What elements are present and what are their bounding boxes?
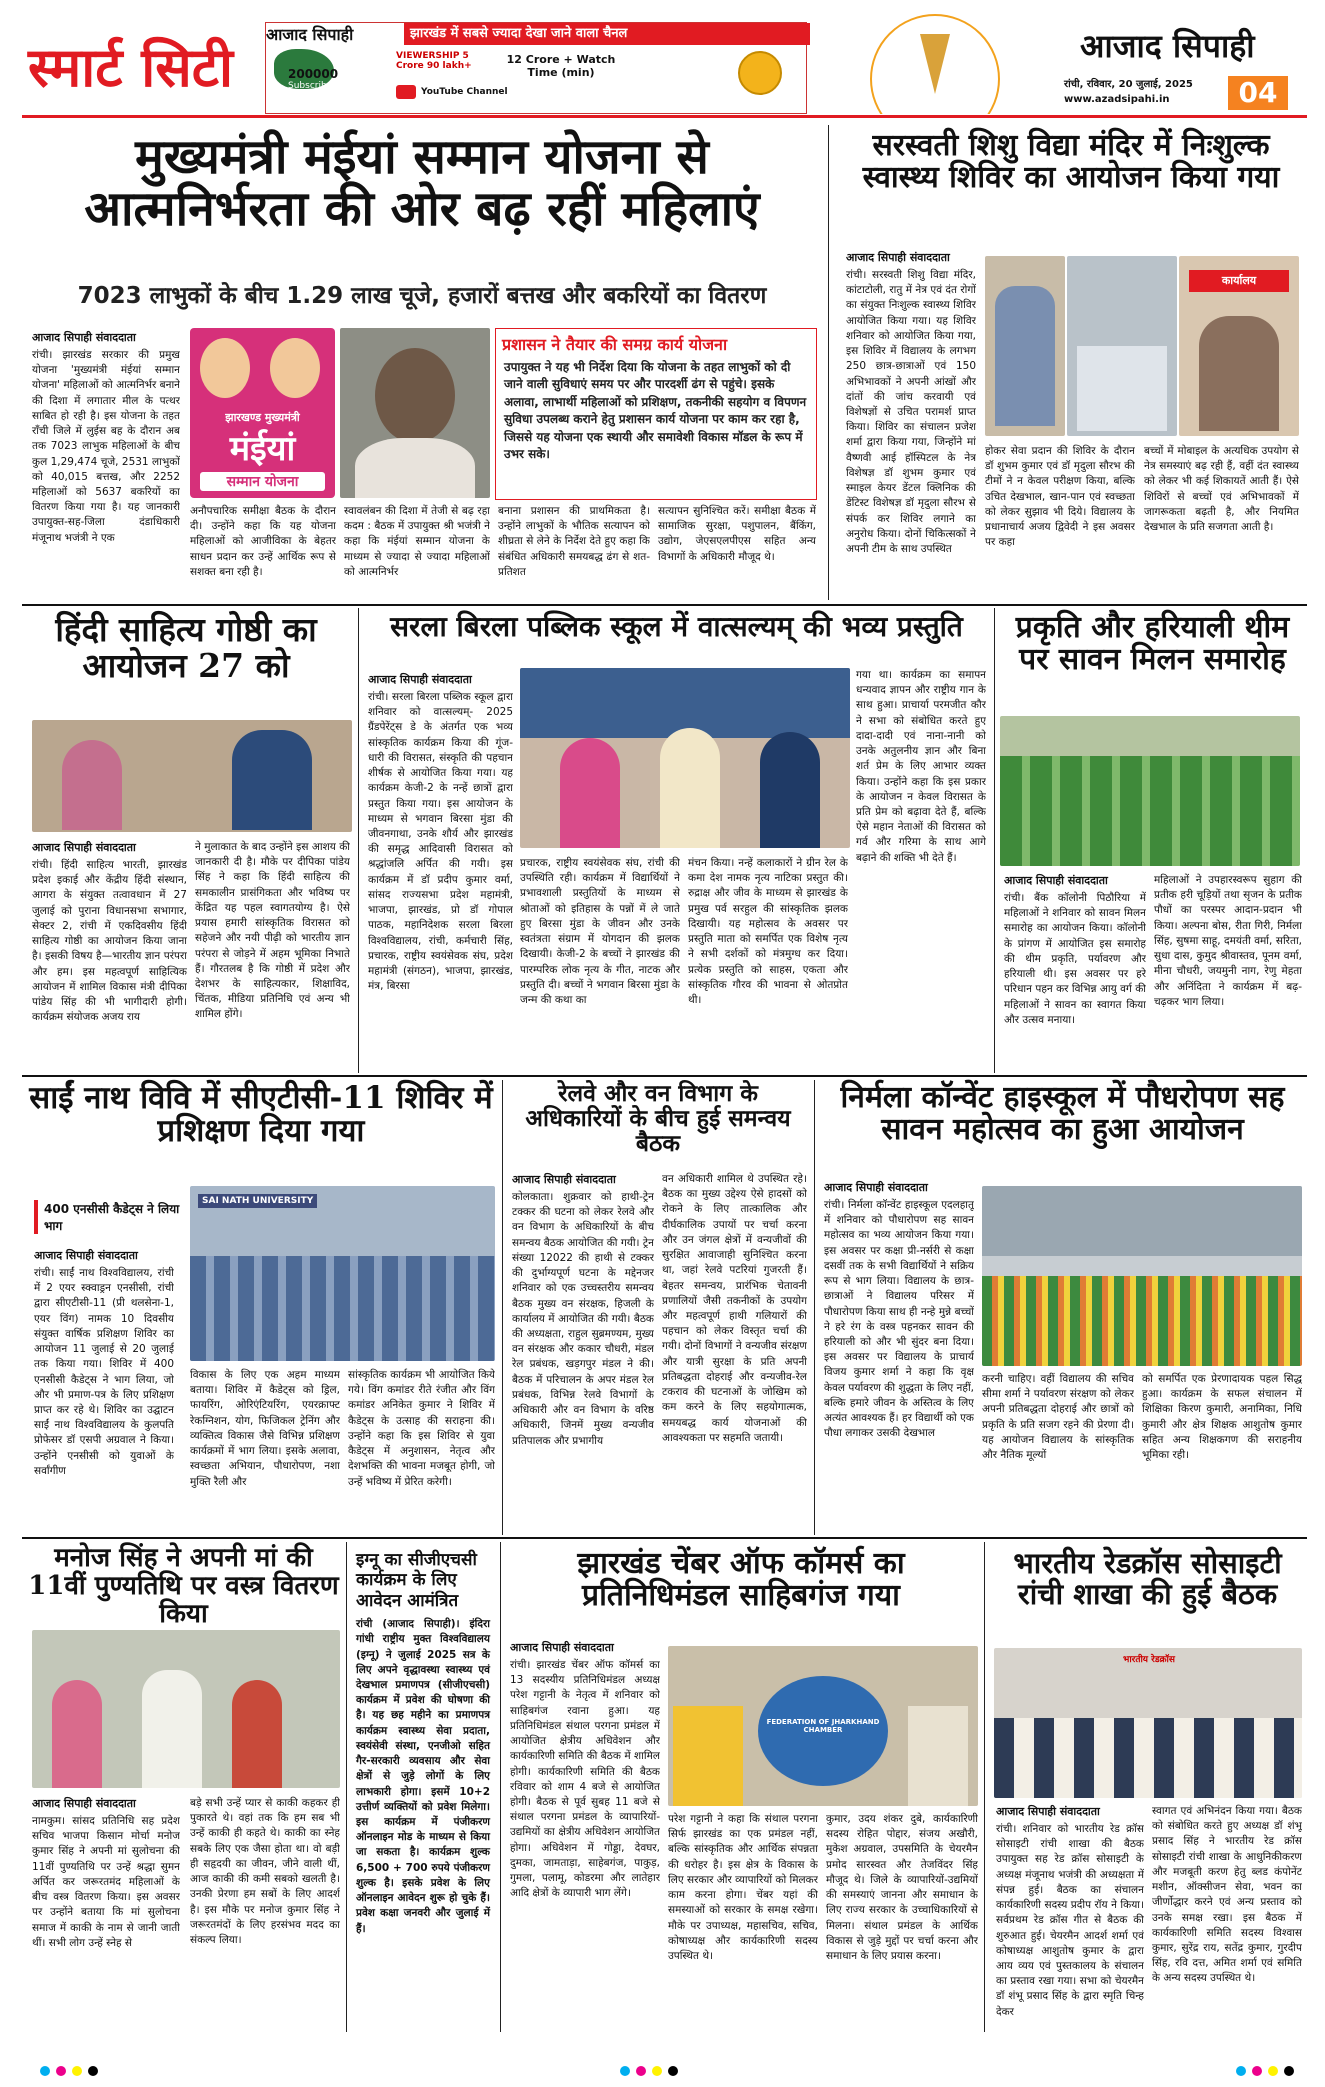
chamber-col2: परेश गट्टानी ने कहा कि संथाल परगना सिर्फ झारखंड का एक प्रमंडल नहीं, बल्कि सांस्कृतिक और आर्थिक संपन्नता की धरोहर है। इस क्षेत्र के विकास के लिए सरकार और व्यापारियों को मिलकर काम करना होगा। चेंबर यहां की समस्याओं को सरकार के समक्ष रखेगा। मौके पर उपाध्यक्ष, महासचिव, सचिव, कोषाध्यक्ष और कार्यकारिणी सदस्य उपस्थित थे। (668, 1813, 818, 1962)
lead-headline (22, 129, 822, 237)
black-registration-dot (668, 2066, 678, 2076)
ad-tagline: झारखंड में सबसे ज्यादा देखा जाने वाला चैनल (404, 23, 810, 45)
hindi-goshthi-byline: आजाद सिपाही संवाददाता (32, 841, 136, 854)
manoj-col2: बड़े सभी उन्हें प्यार से काकी कहकर ही पुकारते थे। वहां तक कि हम सब भी उन्हें काकी ही कहते थे। काकी का स्नेह सबके लिए एक जैसा होता था। वो बड़ी ही सहृदयी का जीवन, जीने वाली थीं, आज काकी की कमी सबको खलती है। उनकी प्रेरणा हम सबों के लिए आदर्श है। इस मौके पर मनोज कुमार सिंह ने जरूरतमंदों के लिए हरसंभव मदद का संकल्प लिया। (190, 1797, 340, 1946)
hindi-goshthi-headline: हिंदी साहित्य गोष्ठी का आयोजन 27 को (55, 610, 317, 685)
lead-body-col2: अनौपचारिक समीक्षा बैठक के दौरान दी। उन्होंने कहा कि यह योजना महिलाओं को आजीविका के बेहतर साधन प्रदान कर उन्हें आर्थिक रूप से सशक्त बना रही है। (190, 505, 336, 578)
lead-body-col1: रांची। झारखंड सरकार की प्रमुख योजना 'मुख्यमंत्री मंईयां सम्मान योजना' महिलाओं को आत्मनिर्भर बनाने की दिशा में लगातार मील के पत्थर साबित हो रही है। इस योजना के तहत राँची जिले में लुईस बह के दौरान अब तक 7023 लाभुक महिलाओं के बीच कुल 1,29,474 चूजे, 2531 लाभुकों को 40,015 बत्तख, और 2252 महिलाओं को 5637 बकरियों का वितरण किया गया है। यह जानकारी उपायुक्त-सह-जिला दंडाधिकारी मंजूनाथ भजंत्री ने एक (32, 349, 180, 544)
nirmala-photo (982, 1186, 1302, 1366)
youtube-icon (396, 85, 416, 99)
redcross-byline: आजाद सिपाही संवाददाता (996, 1805, 1100, 1818)
channel-ad-banner[interactable] (265, 22, 807, 114)
section-title: स्मार्ट सिटी (28, 35, 233, 99)
redcross-col1: रांची। शनिवार को भारतीय रेड क्रॉस सोसाइटी रांची शाखा की बैठक उपायुक्त सह रेड क्रॉस सोसाइटी के अध्यक्ष मंजूनाथ भजंत्री की अध्यक्षता में संपन्न हुई। बैठक का संचालन कार्यकारिणी सदस्य प्रदीप रॉय ने किया। सर्वप्रथम रेड क्रॉस गीत से बैठक की शुरुआत हुई। चेयरमैन आदर्श शर्मा एवं कोषाध्यक्ष आशुतोष कुमार के द्वारा आय व्यय एवं पुस्तकालय के संचालन का प्रस्ताव रखा गया। सभा को चेयरमैन डॉ शंभू प्रसाद सिंह के द्वारा स्मृति चिन्ह देकर (996, 1823, 1144, 2018)
chamber-col3: कुमार, उदय शंकर दुबे, कार्यकारिणी सदस्य रोहित पोद्दार, संजय अखौरी, मुकेश अग्रवाल, उपसमिति के चेयरमैन प्रमोद सारस्वत और तेजविंदर सिंह मौजूद थे। जिले के व्यापारियों-उद्यमियों की समस्याएं जानना और समाधान के लिए राज्य सरकार के उच्चाधिकारियों से मिलना। संथाल प्रमंडल के आर्थिक विकास से जुड़े मुद्दों पर चर्चा करना और समाधान के लिए प्रयास करना। (826, 1813, 978, 1962)
cm-portrait-photo (340, 328, 490, 498)
railway-byline: आजाद सिपाही संवाददाता (512, 1173, 616, 1186)
cyan-registration-dot (1236, 2066, 1246, 2076)
saraswati-col3: बच्चों में मोबाइल के अत्यधिक उपयोग से नेत्र समस्याएं बढ़ रही हैं, वहीं दंत स्वास्थ्य को लेकर भी कई शिकायतें आती हैं। ऐसे शिविरों से बच्चों एवं अभिभावकों में जागरूकता बढ़ती है, और नियमित देखभाल के प्रति सजगता आती है। (1144, 445, 1299, 534)
lead-body-col4: बनाना प्रशासन की प्राथमिकता है। उन्होंने लाभुकों के भौतिक सत्यापन को शीघ्रता से लेने के निर्देश देते हुए कहा कि संबंधित अधिकारी समयबद्ध ढंग से शत-प्रतिशत (498, 505, 650, 578)
cyan-registration-dot (40, 2066, 50, 2076)
prakriti-byline: आजाद सिपाही संवाददाता (1004, 874, 1108, 887)
black-registration-dot (88, 2066, 98, 2076)
saraswati-photo-students (1067, 256, 1177, 436)
magenta-registration-dot (1252, 2066, 1262, 2076)
saraswati-col2: होकर सेवा प्रदान की शिविर के दौरान डॉ शुभम कुमार एवं डॉ मृदुला सौरभ की टीमों ने न केवल परीक्षण किया, बल्कि उचित देखभाल, खान-पान एवं स्वच्छता को लेकर सुझाव भी दिये। विद्यालय के प्रधानाचार्य अजय द्विवेदी ने इस अवसर पर कहा (985, 445, 1135, 549)
sainath-callout: 400 एनसीसी कैडेट्स ने लिया भाग (34, 1200, 182, 1234)
sainath-byline: आजाद सिपाही संवाददाता (34, 1249, 138, 1262)
redcross-banner-text: भारतीय रेडक्रॉस (1123, 1655, 1175, 1665)
ad-subscribers-label: Subscribers (288, 81, 341, 91)
ad-subscribers: 200000 (288, 67, 339, 81)
sainath-col2: विकास के लिए एक अहम माध्यम बताया। शिविर में कैडेट्स को ड्रिल, फायरिंग, ओरिएंटियरिंग, एयरक्राफ्ट रेकग्निशन, योग, फिजिकल ट्रेनिंग और व्यक्तित्व विकास जैसे विभिन्न प्रशिक्षण कार्यक्रमों में भाग लिया। इसके अलावा, स्वच्छता अभियान, पौधारोपण, नशा मुक्ति रैली और (190, 1369, 340, 1488)
lead-headline-line2: आत्मनिर्भरता की ओर बढ़ रहीं महिलाएं (84, 180, 760, 237)
info-box-text: उपायुक्त ने यह भी निर्देश दिया कि योजना के तहत लाभुकों को दी जाने वाली सुविधाएं समय पर और पारदर्शी ढंग से पहुंचे। इसके अलावा, लाभार्थी महिलाओं को प्रशिक्षण, तकनीकी सहयोग व विपणन सुविधा उपलब्ध कराने हेतु प्रशासन कार्य योजना पर काम कर रहा है, जिससे यह योजना एक स्थायी और समावेशी विकास मॉडल के रूप में उभर सके। (504, 360, 807, 461)
sarla-col1: रांची। सरला बिरला पब्लिक स्कूल द्वारा शनिवार को वात्सल्यम्- 2025 ग्रैंडपेरेंट्स डे के अंतर्गत एक भव्य सांस्कृतिक कार्यक्रम किया की गूंज-धारी की विरासत, संस्कृति की पहचान शीर्षक से आयोजित किया गया। यह कार्यक्रम केजी-2 के नन्हें छात्रों द्वारा प्रस्तुत किया गया। इस आयोजन के माध्यम से भगवान बिरसा मुंडा की जीवनगाथा, उनके शौर्य और झारखंड की समृद्ध आदिवासी विरासत को श्रद्धांजलि अर्पित की गयी। इस कार्यक्रम में डॉ प्रदीप कुमार वर्मा, सांसद राज्यसभा प्रदेश महामंत्री, भाजपा, झारखंड, प्रो डॉ गोपाल पाठक, महानिदेशक सरला बिरला विश्वविद्यालय, रांची, कर्मचारी सिंह, प्रचारक, राष्ट्रीय स्वयंसेवक संघ, प्रदेश महामंत्री (संगठन), भाजपा, झारखंड, मंत्र, बिरसा (368, 691, 513, 993)
ad-viewership: VIEWERSHIP 5 Crore 90 lakh+ (396, 51, 472, 71)
ignou-box (352, 1544, 494, 2026)
railway-col1: कोलकाता। शुक्रवार को हाथी-ट्रेन टक्कर की घटना को लेकर रेलवे और वन विभाग के अधिकारियों के बीच समन्वय बैठक आयोजित की गयी। ट्रेन संख्या 12022 की हाथी से टक्कर की दुर्भाग्यपूर्ण घटना के मद्देनजर शनिवार को एक उच्चस्तरीय समन्वय बैठक मुख्य वन संरक्षक, हिजली के कार्यालय में आयोजित की गयी। बैठक की अध्यक्षता, राहुल सुब्रमण्यम, मुख्य वन संरक्षक और ककार चौधरी, मंडल रेल प्रबंधक, खड़गपुर मंडल ने की। बैठक में परिचालन के अपर मंडल रेल प्रबंधक, विभिन्न रेलवे विभागों के अधिकारी और वन विभाग के वरिष्ठ अधिकारी, जिनमें मुख्य वन्यजीव प्रतिपालक और प्रभागीय (512, 1191, 654, 1447)
sainath-photo (190, 1186, 495, 1361)
manoj-headline: मनोज सिंह ने अपनी मां की 11वीं पुण्यतिथि पर वस्त्र वितरण किया (28, 1543, 339, 1630)
lead-body-col5: सत्यापन सुनिश्चित करें। समीक्षा बैठक में सामाजिक सुरक्षा, पशुपालन, बैंकिंग, उद्योग, जेएसएलपीएस सहित अन्य विभागों के अधिकारी मौजूद थे। (658, 505, 816, 563)
sarla-col3: मंचन किया। नन्हें कलाकारों ने ग्रीन रेल के कमा देश नामक नृत्य नाटिका प्रस्तुत की। रुद्राक्ष और जीव के माध्यम से झारखंड के प्रमुख पर्व सरहुल की सांस्कृतिक झलक दिखायी। यह महोत्सव के अवसर पर प्रस्तुति माता को समर्पित एक विशेष नृत्य ने सभी दर्शकों को मंत्रमुग्ध कर दिया। प्रत्येक प्रस्तुति को साहस, एकता और सांस्कृतिक गौरव की भावना से ओतप्रोत थी। (688, 857, 848, 1006)
lead-body-col3: स्वावलंबन की दिशा में तेजी से बढ़ रहा कदम : बैठक में उपायुक्त श्री भजंत्री ने कहा कि मंईयां सम्मान योजना के माध्यम से ज्यादा से ज्यादा महिलाओं को आत्मनिर्भर (344, 505, 490, 578)
lead-info-box (495, 328, 817, 500)
sarla-photo (520, 668, 850, 848)
sainath-col1: रांची। साईं नाथ विश्वविद्यालय, रांची में 2 एयर स्क्वाड्रन एनसीसी, रांची द्वारा सीएटीसी-11 (प्री थलसेना-1, एयर विंग) नामक 10 दिवसीय संयुक्त वार्षिक प्रशिक्षण शिविर का आयोजन 11 जुलाई से 20 जुलाई तक किया गया। शिविर में 400 एनसीसी कैडेट्स ने भाग लिया, जो और भी प्रमाण-पत्र के लिए प्रशिक्षण प्राप्त कर रहे थे। शिविर का उद्घाटन साईं नाथ विश्वविद्यालय के कुलपति प्रोफेसर डॉ एसपी अग्रवाल ने किया। उन्होंने एनसीसी को युवाओं के सर्वांगीण (34, 1267, 174, 1477)
ignou-headline: इग्नू का सीजीएचसी कार्यक्रम के लिए आवेदन आमंत्रित (356, 1550, 477, 1611)
dateline: रांची, रविवार, 20 जुलाई, 2025 (1064, 79, 1193, 90)
ignou-body: रांची (आजाद सिपाही)। इंदिरा गांधी राष्ट्रीय मुक्त विश्वविद्यालय (इग्नू) ने जुलाई 2025 सत्र के लिए अपने वृद्धावस्था स्वास्थ्य एवं देखभाल प्रमाणपत्र (सीजीएचसी) कार्यक्रम में प्रवेश की घोषणा की है। यह छह महीने का प्रमाणपत्र कार्यक्रम स्वास्थ्य सेवा प्रदाता, स्वयंसेवी संस्था, एनजीओ सहित गैर-सरकारी व्यवसाय और सेवा क्षेत्रों से जुड़े लोगों के लिए लाभकारी होगा। इसमें 10+2 उत्तीर्ण व्यक्तियों को प्रवेश मिलेगा। इस कार्यक्रम में पंजीकरण ऑनलाइन मोड के माध्यम से किया जा सकता है। कार्यक्रम शुल्क 6,500 + 700 रुपये पंजीकरण शुल्क है। इसके प्रवेश के लिए ऑनलाइन आवेदन शुरू हो चुके हैं। प्रवेश कक्षा जनवरी और जुलाई में हैं। (356, 1618, 490, 1935)
paper-name: आजाद सिपाही (1080, 27, 1255, 65)
lead-headline-line1: मुख्यमंत्री मंईयां सम्मान योजना से (135, 129, 709, 185)
maiyan-logo (190, 328, 335, 498)
railway-col2: वन अधिकारी शामिल थे उपस्थित रहे। बैठक का मुख्य उद्देश्य ऐसे हादसों को रोकने के लिए तात्कालिक और दीर्घकालिक उपायों पर चर्चा करना और उन जंगल क्षेत्रों में वन्यजीवों की सुरक्षित आवाजाही सुनिश्चित करना था, जहां रेलवे पटरियां गुजरती हैं। बेहतर समन्वय, प्रारंभिक चेतावनी प्रणालियों जैसी तकनीकों के उपयोग और महत्वपूर्ण हाथी गलियारों की पहचान को लेकर विस्तृत चर्चा की गयी। दोनों विभागों ने वन्यजीव संरक्षण और यात्री सुरक्षा के प्रति अपनी प्रतिबद्धता दोहराई और वन्यजीव-रेल टकराव की घटनाओं के जोखिम को कम करने के लिए सहयोगात्मक, समयबद्ध कार्य योजनाओं की आवश्यकता पर सहमति जतायी। (662, 1173, 807, 1444)
manoj-byline: आजाद सिपाही संवाददाता (32, 1797, 136, 1810)
ad-watchtime: 12 Crore + Watch Time (min) (506, 53, 616, 79)
ad-channel: YouTube Channel (421, 87, 508, 97)
logo-text: मंईयां (229, 429, 296, 469)
saraswati-photo-camp (985, 256, 1065, 436)
chamber-headline: झारखंड चेंबर ऑफ कॉमर्स का प्रतिनिधिमंडल साहिबगंज गया (577, 1546, 905, 1614)
prakriti-col1: रांची। बैंक कॉलोनी पिठौरिया में महिलाओं ने शनिवार को सावन मिलन समारोह का आयोजन किया। कॉलोनी के प्रांगण में आयोजित इस समारोह की थीम प्रकृति, पर्यावरण और हरियाली थी। इस अवसर पर हरे परिधान पहन कर विभिन्न आयु वर्ग की महिलाओं ने सावन का स्वागत किया और उत्सव मनाया। (1004, 892, 1146, 1026)
saraswati-banner-text: कार्यालय (1189, 270, 1289, 292)
ad-brand: आजाद सिपाही (266, 25, 354, 44)
chamber-col1: रांची। झारखंड चेंबर ऑफ कॉमर्स का 13 सदस्यीय प्रतिनिधिमंडल अध्यक्ष परेश गट्टानी के नेतृत्व में शनिवार को साहिबगंज रवाना हुआ। यह प्रतिनिधिमंडल संथाल परगना प्रमंडल में आयोजित क्षेत्रीय अधिवेशन और कार्यकारिणी समिति की बैठक में शामिल होगी। कार्यकारिणी समिति की बैठक रविवार को शाम 4 बजे से आयोजित होगी। बैठक से पूर्व सुबह 11 बजे से संथाल परगना प्रमंडल के व्यापारियों-उद्यमियों का क्षेत्रीय अधिवेशन आयोजित होगा। अधिवेशन में गोड्डा, देवघर, दुमका, जामताड़ा, साहेबगंज, पाकुड़, गुमला, पलामू, कोडरमा और लातेहार आदि क्षेत्रों के व्यापारी भाग लेंगे। (510, 1659, 660, 1900)
nirmala-col3: को समर्पित एक प्रेरणादायक पहल सिद्ध हुआ। कार्यक्रम के सफल संचालन में शिक्षिका किरण कुमारी, अनामिका, निधि कुमारी और क्षेत्र शिक्षक आशुतोष कुमार सहित अन्य शिक्षकगण की सराहनीय भूमिका रही। (1142, 1373, 1302, 1462)
sarla-headline: सरला बिरला पब्लिक स्कूल में वात्सल्यम् की भव्य प्रस्तुति (390, 610, 963, 643)
lead-byline: आजाद सिपाही संवाददाता (32, 331, 136, 344)
magenta-registration-dot (636, 2066, 646, 2076)
logo-state: झारखण्ड मुख्यमंत्री (225, 411, 300, 424)
sarla-byline: आजाद सिपाही संवाददाता (368, 673, 472, 686)
manoj-col1: नामकुम। सांसद प्रतिनिधि सह प्रदेश सचिव भाजपा किसान मोर्चा मनोज कुमार सिंह ने अपनी मां सुलोचना की 11वीं पुण्यतिथि पर उन्हें श्रद्धा सुमन अर्पित कर जरूरतमंद महिलाओं के बीच वस्त्र वितरण किया। इस अवसर पर उन्होंने बताया कि मां सुलोचना समाज में काकी के नाम से जानी जाती थीं। सभी लोग उन्हें स्नेह से (32, 1815, 180, 1949)
nirmala-byline: आजाद सिपाही संवाददाता (824, 1181, 928, 1194)
sarla-col2: प्रचारक, राष्ट्रीय स्वयंसेवक संघ, रांची की उपस्थिति रही। कार्यक्रम में विद्यार्थियों ने प्रभावशाली प्रस्तुतियों के माध्यम से श्रोताओं को इतिहास के पन्नों में ले जाते हुए बिरसा मुंडा के जीवन और उनके स्वतंत्रता संग्राम में योगदान की झलक दिखायी। केजी-2 के बच्चों ने झारखंड की पारम्परिक लोक नृत्य के गीत, नाटक और प्रस्तुति दी। बच्चों ने भगवान बिरसा मुंडा के जन्म की कथा का (520, 857, 680, 1006)
logo-sub: सम्मान योजना (200, 472, 325, 491)
prakriti-headline: प्रकृति और हरियाली थीम पर सावन मिलन समारोह (1015, 610, 1290, 678)
prakriti-photo (1000, 716, 1300, 866)
redcross-headline: भारतीय रेडक्रॉस सोसाइटी रांची शाखा की हुई बैठक (1013, 1546, 1282, 1612)
prakriti-col2: महिलाओं ने उपहारस्वरूप सुहाग की प्रतीक हरी चूड़ियों तथा सृजन के प्रतीक पौधों का परस्पर आदान-प्रदान भी किया। अल्पना बोस, रीता गिरी, निर्मला सिंह, सुषमा साहू, दमयंती वर्मा, सरिता, सुधा दास, कुमुद श्रीवास्तव, पूनम वर्मा, मीना चौधरी, जयमुनी नाग, रेणु मेहता और अनिंदिता ने कार्यक्रम में बढ़-चढ़कर भाग लिया। (1154, 874, 1302, 1008)
saraswati-headline: सरस्वती शिशु विद्या मंदिर में निःशुल्क स्वास्थ्य शिविर का आयोजन किया गया (862, 128, 1280, 196)
redcross-col2: स्वागत एवं अभिनंदन किया गया। बैठक को संबोधित करते हुए अध्यक्ष डॉ शंभू प्रसाद सिंह ने भारतीय रेड क्रॉस सोसाइटी रांची शाखा के आधुनिकीकरण और मजबूती करण हेतु ब्लड कंपोनेंट मशीन, ऑक्सीजन सेवा, भवन का जीर्णोद्धार करने एवं अन्य प्रस्ताव को उनके समक्ष रखा। इस बैठक में कार्यकारिणी समिति सदस्य विश्वास कुमार, सुरेंद्र राय, सतेंद्र कुमार, गुरदीप सिंह, रवि दत्त, अमित शर्मा एवं समिति के अन्य सदस्य उपस्थित थे। (1152, 1805, 1302, 1985)
yellow-registration-dot (72, 2066, 82, 2076)
info-box-title: प्रशासन ने तैयार की समग्र कार्य योजना (496, 329, 816, 359)
nirmala-col2: करनी चाहिए। वहीं विद्यालय की सचिव सीमा शर्मा ने पर्यावरण संरक्षण को लेकर अपनी प्रतिबद्धता दोहराई और छात्रों को प्रकृति के प्रति सजग रहने की प्रेरणा दी। यह आयोजन विद्यालय के सांस्कृतिक और नैतिक मूल्यों (982, 1373, 1134, 1462)
hindi-goshthi-col1: रांची। हिंदी साहित्य भारती, झारखंड प्रदेश इकाई और केंद्रीय हिंदी संस्थान, आगरा के संयुक्त तत्वावधान में 27 जुलाई को पुराना विधानसभा सभागार, सेक्टर 2, रांची में एकदिवसीय हिंदी साहित्य गोष्ठी का आयोजन किया जाना है। इसकी विषय है—भारतीय ज्ञान परंपरा और हम। इस महत्वपूर्ण साहित्यिक आयोजन में शामिल विकास मंत्री दीपिका पांडेय सिंह की भी भागीदारी होगी। कार्यक्रम संयोजक अजय राय (32, 859, 187, 1024)
chamber-banner-text: FEDERATION OF JHARKHAND CHAMBER (766, 1718, 880, 1734)
sainath-banner-text: SAI NATH UNIVERSITY (198, 1194, 317, 1208)
manoj-photo (32, 1630, 340, 1788)
cyan-registration-dot (620, 2066, 630, 2076)
yellow-registration-dot (1268, 2066, 1278, 2076)
sainath-headline: साईं नाथ विवि में सीएटीसी-11 शिविर में प्रशिक्षण दिया गया (29, 1080, 493, 1150)
redcross-photo (994, 1648, 1302, 1798)
lead-subhead: 7023 लाभुकों के बीच 1.29 लाख चूजे, हजारों बत्तख और बकरियों का वितरण (77, 283, 767, 309)
award-badge-icon (738, 51, 782, 95)
page-number: 04 (1228, 76, 1288, 110)
sainath-col3: सांस्कृतिक कार्यक्रम भी आयोजित किये गये। विंग कमांडर रीते रंजीत और विंग कमांडर अनिकेत कुमार ने शिविर में कैडेट्स के उत्साह की सराहना की। उन्होंने कहा कि इस शिविर से युवा कैडेट्स में अनुशासन, नेतृत्व और देशभक्ति की भावना मजबूत होगी, जो उन्हें भविष्य में प्रेरित करेगी। (348, 1369, 495, 1488)
hindi-goshthi-col2: ने मुलाकात के बाद उन्होंने इस आशय की जानकारी दी है। मौके पर दीपिका पांडेय सिंह ने कहा कि हिंदी साहित्य की समकालीन प्रासंगिकता और भविष्य पर केंद्रित यह पहल स्वागतयोग्य है। ऐसे प्रयास हमारी सांस्कृतिक विरासत को सहेजने और नयी पीढ़ी को भारतीय ज्ञान परंपरा से जोड़ने में अहम भूमिका निभाते हैं। गौरतलब है कि गोष्ठी में प्रदेश और देशभर के साहित्यकार, शिक्षाविद, चिंतक, मीडिया प्रतिनिधि एवं अन्य भी शामिल होंगे। (195, 841, 350, 1021)
black-registration-dot (1284, 2066, 1294, 2076)
saraswati-col1: रांची। सरस्वती शिशु विद्या मंदिर, कांटाटोली, रातु में नेत्र एवं दंत रोगों का संयुक्त निःशुल्क स्वास्थ्य शिविर आयोजित किया गया। यह शिविर शनिवार को आयोजित किया गया, इस शिविर में विद्यालय के लगभग 250 छात्र-छात्राओं एवं 150 अभिभावकों ने अपनी आंखों और दांतों की जांच करवायी एवं विशेषज्ञों से उचित परामर्श प्राप्त किया। शिविर का संचालन प्रजेश शर्मा द्वारा किया गया, जिन्होंने मां वैष्णवी आई हॉस्पिटल के नेत्र विशेषज्ञ डॉ शुभम कुमार एवं स्माइल केयर डेंटल क्लिनिक की डेंटिस्ट विशेषज्ञ डॉ मृदुला सौरभ से संपर्क कर शिविर लगाने का अनुरोध किया। दोनों चिकित्सकों ने अपनी टीम के साथ उपस्थित (846, 269, 976, 555)
chamber-byline: आजाद सिपाही संवाददाता (510, 1641, 614, 1654)
nirmala-headline: निर्मला कॉन्वेंट हाइस्कूल में पौधरोपण सह सावन महोत्सव का हुआ आयोजन (840, 1080, 1285, 1148)
yellow-registration-dot (652, 2066, 662, 2076)
sarla-col4: गया था। कार्यक्रम का समापन धन्यवाद ज्ञापन और राष्ट्रीय गान के साथ हुआ। प्राचार्या परमजीत कौर ने सभा को संबोधित करते हुए दादा-दादी एवं नाना-नानी को उनके अतुलनीय ज्ञान और बिना शर्त प्रेम के लिए आभार व्यक्त किया। उन्होंने कहा कि इस प्रकार के आयोजन न केवल विरासत के प्रति प्रेम को बढ़ावा देते हैं, बल्कि ऐसे महान नेताओं की विरासत को गर्व और गरिमा के साथ आगे बढ़ाने की शक्ति भी देते हैं। (856, 669, 986, 864)
website[interactable]: www.azadsipahi.in (1064, 94, 1170, 105)
hindi-goshthi-photo (32, 720, 352, 832)
nirmala-col1: रांची। निर्मला कॉन्वेंट हाइस्कूल एदलहातू में शनिवार को पौधारोपण सह सावन महोत्सव का भव्य आयोजन किया गया। इस अवसर पर कक्षा प्री-नर्सरी से कक्षा दसवीं तक के सभी विद्यार्थियों ने सक्रिय रूप से भाग लिया। विद्यालय के छात्र-छात्राओं ने विद्यालय परिसर में पौधारोपण किया साथ ही नन्हे मुन्ने बच्चों ने हरे रंग के वस्त्र पहनकर सावन की हरियाली को और भी सुंदर बना दिया। इस अवसर पर विद्यालय के प्राचार्य विजय कुमार शर्मा ने कहा कि वृक्ष केवल पर्यावरण की शुद्धता के लिए नहीं, बल्कि हमारे जीवन के अस्तित्व के लिए अत्यंत आवश्यक हैं। हर विद्यार्थी को एक पौधा लगाकर उसकी देखभाल (824, 1199, 974, 1440)
magenta-registration-dot (56, 2066, 66, 2076)
chamber-photo (668, 1646, 978, 1806)
pen-nib-logo (860, 14, 1010, 114)
saraswati-photo-banner (1179, 256, 1299, 436)
railway-headline: रेलवे और वन विभाग के अधिकारियों के बीच हुई समन्वय बैठक (525, 1080, 791, 1157)
saraswati-byline: आजाद सिपाही संवाददाता (846, 251, 950, 264)
